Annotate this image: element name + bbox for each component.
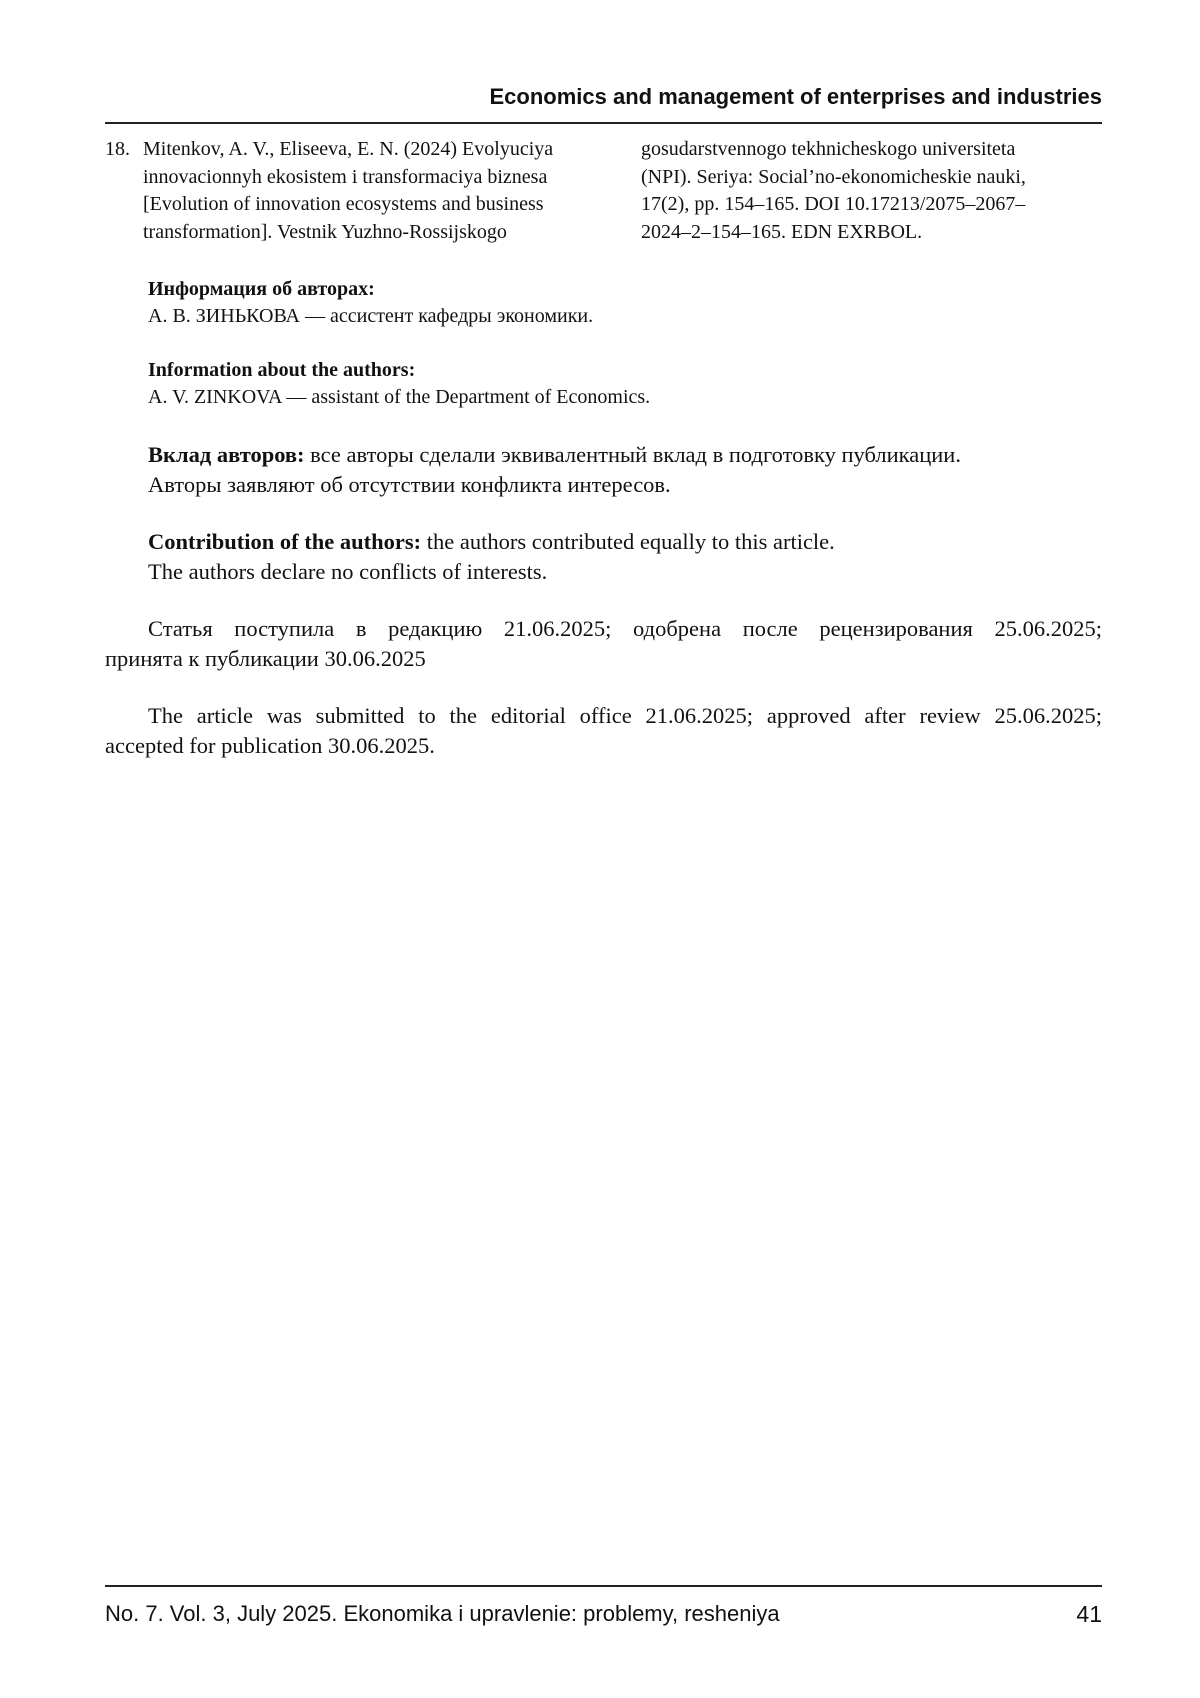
reference-line: 17(2), pp. 154–165. DOI 10.17213/2075–2067– <box>641 193 1026 215</box>
contribution-en-lead: Contribution of the authors: <box>148 529 422 554</box>
authors-info-en-heading: Information about the authors: <box>148 359 416 381</box>
authors-info-ru-heading: Информация об авторах: <box>148 278 375 300</box>
dates-en <box>105 701 1102 761</box>
reference-line: [Evolution of innovation ecosystems and business <box>143 193 544 215</box>
reference-text-left <box>143 136 590 246</box>
reference-line: transformation]. Vestnik Yuzhno-Rossijskogo <box>143 220 507 243</box>
contribution-ru <box>148 440 1102 500</box>
conflict-en-text: The authors declare no conflicts of interests. <box>148 559 548 584</box>
reference-line: gosudarstvennogo tekhnicheskogo universiteta <box>641 138 1016 160</box>
reference-number: 18. <box>105 138 130 160</box>
authors-info-ru <box>148 276 1102 330</box>
contribution-ru-lead: Вклад авторов: <box>148 442 305 467</box>
contribution-ru-text: все авторы сделали эквивалентный вклад в подготовку публикации. <box>304 442 961 467</box>
reference-18-left-column <box>105 136 590 246</box>
header-rule <box>105 122 1102 124</box>
contribution-en-text: the authors contributed equally to this article. <box>421 529 835 554</box>
reference-18-right-column <box>641 136 1102 246</box>
authors-info-en <box>148 357 1102 411</box>
reference-line: Mitenkov, A. V., Eliseeva, E. N. (2024) Evolyuciya <box>143 138 554 160</box>
footer-rule <box>105 1585 1102 1587</box>
reference-line: 2024–2–154–165. EDN EXRBOL. <box>641 220 923 243</box>
dates-en-line2: accepted for publication 30.06.2025. <box>105 733 435 758</box>
running-header: Economics and management of enterprises and industries <box>489 84 1102 109</box>
page-footer <box>105 1601 1102 1627</box>
page-number: 41 <box>1076 1601 1102 1627</box>
authors-info-en-text: A. V. ZINKOVA — assistant of the Department of Economics. <box>148 386 651 408</box>
conflict-ru-text: Авторы заявляют об отсутствии конфликта интересов. <box>148 472 671 497</box>
dates-ru <box>105 614 1102 674</box>
authors-info-ru-text: А. В. ЗИНЬКОВА — ассистент кафедры экономики. <box>148 305 594 327</box>
dates-ru-line1: Статья поступила в редакцию 21.06.2025; одобрена после рецензирования 25.06.2025; <box>148 616 1102 641</box>
journal-citation: No. 7. Vol. 3, July 2025. Ekonomika i upravlenie: problemy, resheniya <box>105 1601 780 1626</box>
dates-ru-line2: принята к публикации 30.06.2025 <box>105 646 426 671</box>
reference-line: (NPI). Seriya: Social’no-ekonomicheskie nauki, <box>641 165 1026 188</box>
reference-line: innovacionnyh ekosistem i transformaciya biznesa <box>143 165 548 188</box>
contribution-en <box>148 527 1102 587</box>
dates-en-line1: The article was submitted to the editorial office 21.06.2025; approved after review 25.06.2025; <box>148 703 1102 728</box>
